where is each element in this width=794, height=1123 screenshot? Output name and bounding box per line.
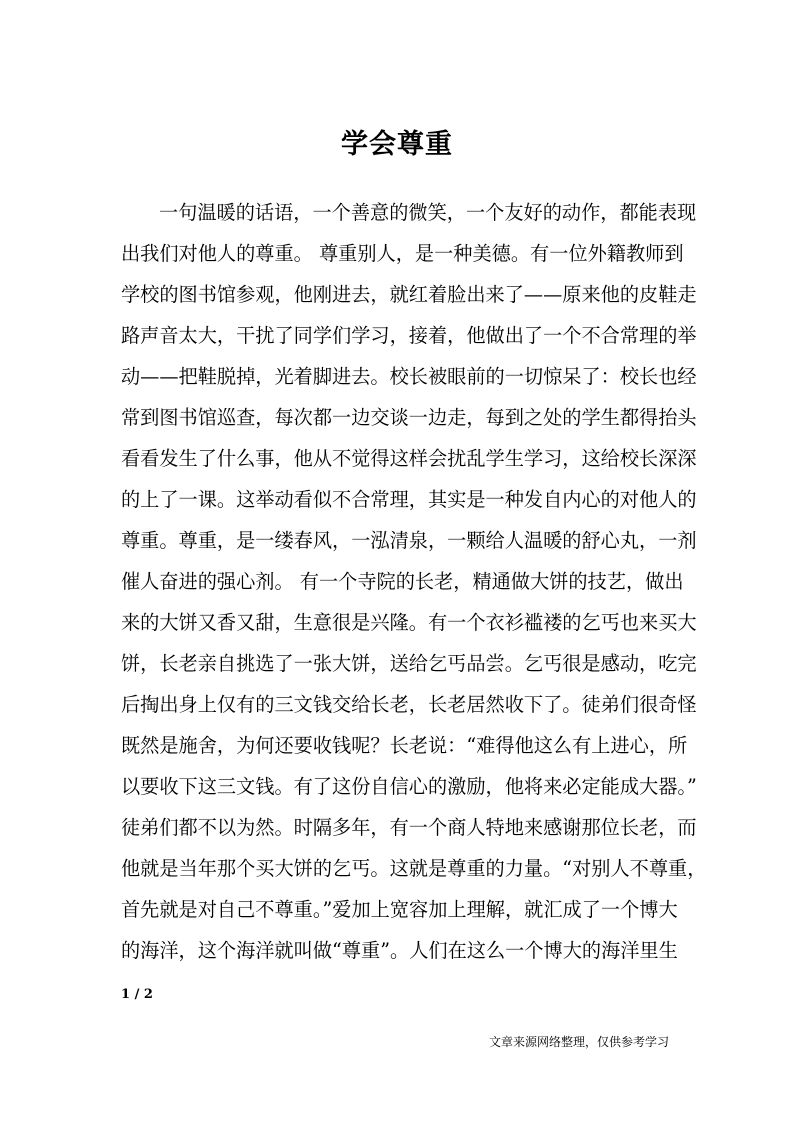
footer-note: 文章来源网络整理，仅供参考学习 [488, 1035, 669, 1049]
body-line: 既然是施舍，为何还要收钱呢？长老说：“难得他这么有上进心，所 [121, 734, 688, 757]
body-line: 出我们对他人的尊重。 尊重别人，是一种美德。有一位外籍教师到 [121, 242, 684, 265]
body-line: 来的大饼又香又甜，生意很是兴隆。有一个衣衫褴褛的乞丐也来买大 [121, 611, 697, 634]
page-number: 1 / 2 [121, 987, 153, 1002]
body-line: 徒弟们都不以为然。时隔多年，有一个商人特地来感谢那位长老，而 [121, 816, 697, 839]
body-line: 路声音太大，干扰了同学们学习，接着，他做出了一个不合常理的举 [121, 324, 697, 347]
body-line: 后掏出身上仅有的三文钱交给长老，长老居然收下了。徒弟们很奇怪 [121, 693, 697, 716]
body-line: 尊重。尊重，是一缕春风，一泓清泉，一颗给人温暖的舒心丸，一剂 [121, 529, 697, 552]
body-line: 看看发生了什么事，他从不觉得这样会扰乱学生学习，这给校长深深 [121, 447, 697, 470]
body-line: 动——把鞋脱掉，光着脚进去。校长被眼前的一切惊呆了：校长也经 [121, 365, 697, 388]
body-line: 学校的图书馆参观，他刚进去，就红着脸出来了——原来他的皮鞋走 [121, 283, 697, 306]
body-line: 的海洋，这个海洋就叫做“尊重”。人们在这么一个博大的海洋里生 [121, 939, 678, 962]
body-line: 催人奋进的强心剂。 有一个寺院的长老，精通做大饼的技艺，做出 [121, 570, 684, 593]
body-line: 的上了一课。这举动看似不合常理，其实是一种发自内心的对他人的 [121, 488, 697, 511]
page-title: 学会尊重 [341, 129, 453, 160]
body-line: 首先就是对自己不尊重。”爱加上宽容加上理解，就汇成了一个博大 [121, 898, 678, 921]
body-line: 他就是当年那个买大饼的乞丐。这就是尊重的力量。“对别人不尊重， [121, 857, 707, 880]
body-line: 饼，长老亲自挑选了一张大饼，送给乞丐品尝。乞丐很是感动，吃完 [121, 652, 697, 675]
body-line: 常到图书馆巡查，每次都一边交谈一边走，每到之处的学生都得抬头 [121, 406, 697, 429]
body-line: 以要收下这三文钱。有了这份自信心的激励，他将来必定能成大器。” [121, 775, 697, 798]
article-body [121, 192, 707, 971]
body-line: 一句温暖的话语，一个善意的微笑，一个友好的动作，都能表现 [159, 201, 697, 224]
